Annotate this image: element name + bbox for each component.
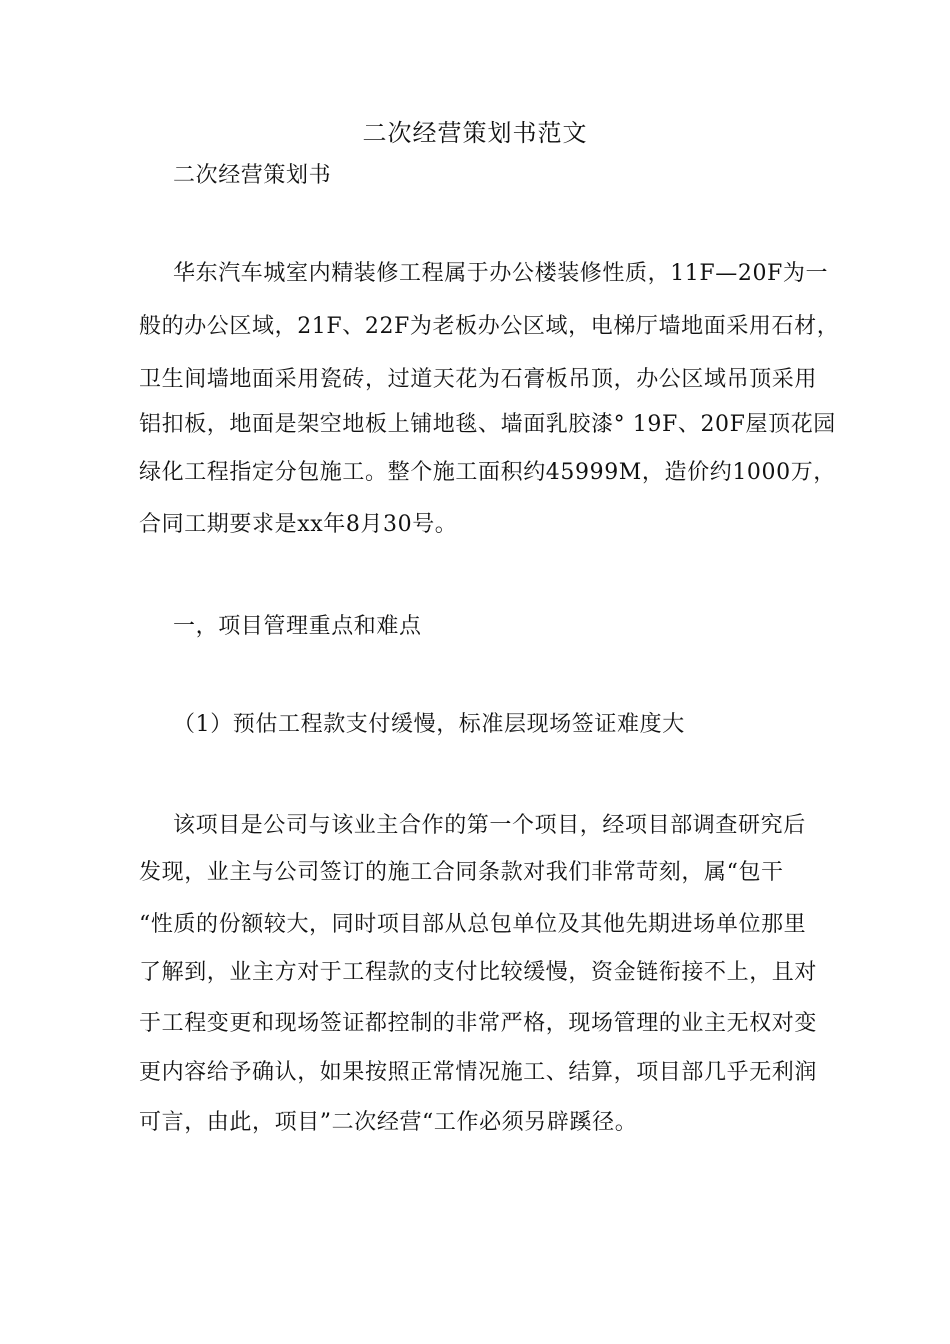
subsection-heading: （1）预估工程款支付缓慢，标准层现场签证难度大	[173, 712, 685, 737]
intro-line: 卫生间墙地面采用瓷砖，过道天花为石膏板吊顶，办公区域吊顶采用	[139, 367, 818, 392]
document-title: 二次经营策划书范文	[362, 119, 588, 147]
body-line: 可言，由此，项目”二次经营“工作必须另辟蹊径。	[139, 1110, 638, 1135]
section-heading: 一，项目管理重点和难点	[173, 614, 422, 639]
body-line: 发现，业主与公司签订的施工合同条款对我们非常苛刻，属“包干	[139, 860, 784, 885]
body-line: 更内容给予确认，如果按照正常情况施工、结算，项目部几乎无利润	[139, 1060, 818, 1085]
body-line: 该项目是公司与该业主合作的第一个项目，经项目部调查研究后	[173, 813, 806, 838]
document-subtitle: 二次经营策划书	[173, 163, 332, 188]
body-line: “性质的份额较大，同时项目部从总包单位及其他先期进场单位那里	[139, 912, 807, 937]
body-line: 了解到，业主方对于工程款的支付比较缓慢，资金链衔接不上，且对	[139, 960, 818, 985]
intro-line: 般的办公区域，21F、22F为老板办公区域，电梯厅墙地面采用石材，	[139, 314, 840, 339]
intro-line: 合同工期要求是xx年8月30号。	[139, 512, 458, 537]
intro-line: 铝扣板，地面是架空地板上铺地毯、墙面乳胶漆° 19F、20F屋顶花园	[139, 412, 836, 437]
intro-line: 绿化工程指定分包施工。整个施工面积约45999M，造价约1000万，	[139, 460, 836, 485]
body-line: 于工程变更和现场签证都控制的非常严格，现场管理的业主无权对变	[139, 1011, 818, 1036]
intro-line: 华东汽车城室内精装修工程属于办公楼装修性质，11F—20F为一	[173, 261, 829, 286]
